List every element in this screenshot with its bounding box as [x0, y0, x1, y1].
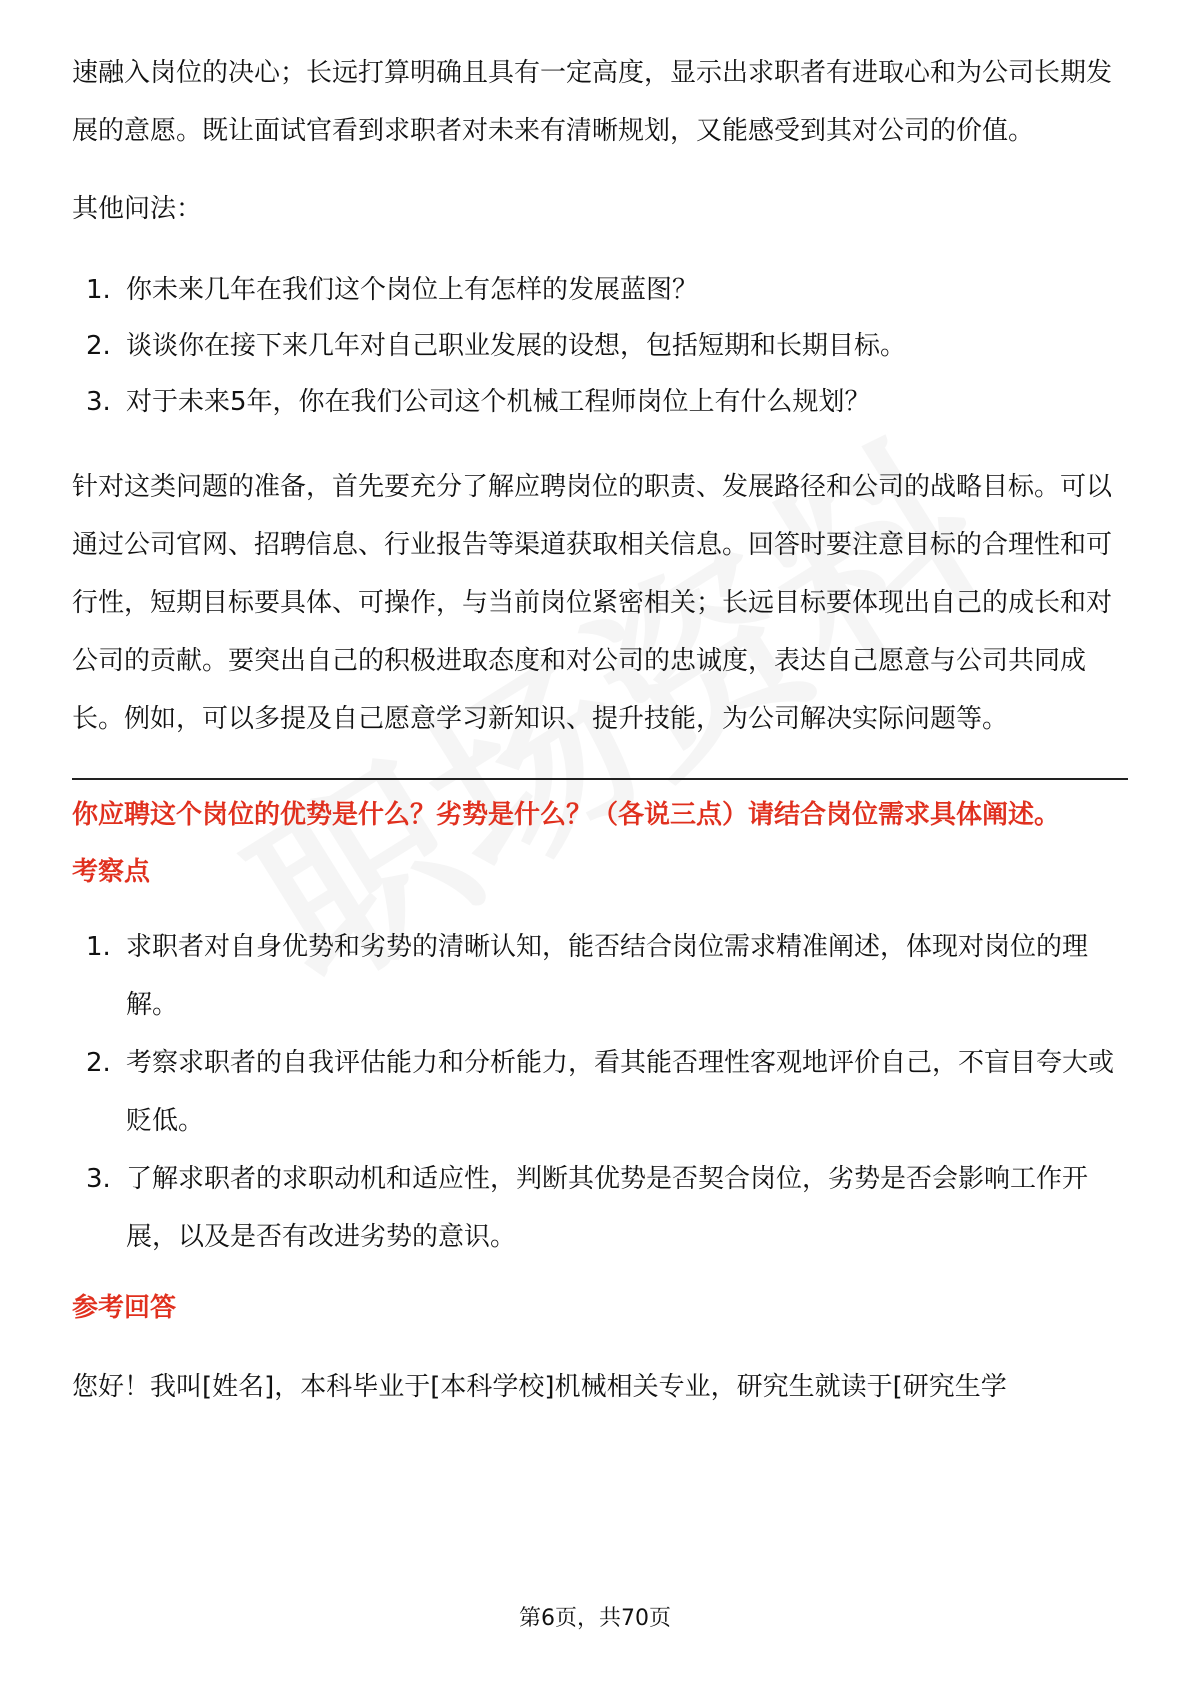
list-number: 3. [86, 387, 111, 417]
prep-paragraph: 针对这类问题的准备，首先要充分了解应聘岗位的职责、发展路径和公司的战略目标。可以通过公司官网、招聘信息、行业报告等渠道获取相关信息。回答时要注意目标的合理性和可行性，短期目标要具体、可操作，与当前岗位紧密相关；长远目标要体现出自己的成长和对公司的贡献。要突出自己的积极进取态度和对公司的忠诚度，表达自己愿意与公司共同成长。例如，可以多提及自己愿意学习新知识、提升技能，为公司解决实际问题等。 [72, 472, 1113, 734]
list-number: 3. [86, 1164, 111, 1194]
list-text: 对于未来5年，你在我们公司这个机械工程师岗位上有什么规划？ [126, 387, 871, 417]
list-text: 谈谈你在接下来几年对自己职业发展的设想，包括短期和长期目标。 [126, 331, 907, 361]
section-divider [72, 778, 1128, 780]
list-text: 考察求职者的自我评估能力和分析能力，看其能否理性客观地评价自己，不盲目夸大或贬低。 [126, 1048, 1115, 1136]
list-number: 2. [86, 331, 111, 361]
reference-heading: 参考回答 [72, 1293, 177, 1323]
list-item [72, 1150, 1128, 1266]
list-item [72, 1034, 1128, 1150]
page-footer: 第6页，共70页 [519, 1606, 671, 1631]
list-text: 求职者对自身优势和劣势的清晰认知，能否结合岗位需求精准阐述，体现对岗位的理解。 [126, 932, 1089, 1020]
list-number: 1. [86, 275, 111, 305]
list-item [72, 318, 1128, 374]
list-number: 1. [86, 932, 111, 962]
other-asks-label: 其他问法： [72, 194, 203, 224]
list-number: 2. [86, 1048, 111, 1078]
assessment-heading: 考察点 [72, 857, 151, 887]
intro-paragraph: 速融入岗位的决心；长远打算明确且具有一定高度，显示出求职者有进取心和为公司长期发展的意愿。既让面试官看到求职者对未来有清晰规划，又能感受到其对公司的价值。 [72, 58, 1113, 146]
list-text: 你未来几年在我们这个岗位上有怎样的发展蓝图？ [126, 275, 699, 305]
list-item [72, 374, 1128, 430]
list-item [72, 918, 1128, 1034]
assessment-list [72, 918, 1128, 1266]
list-item [72, 262, 1128, 318]
list-text: 了解求职者的求职动机和适应性，判断其优势是否契合岗位，劣势是否会影响工作开展，以及是否有改进劣势的意识。 [126, 1164, 1089, 1252]
interview-question: 你应聘这个岗位的优势是什么？劣势是什么？（各说三点）请结合岗位需求具体阐述。 [72, 800, 1061, 830]
other-asks-list [72, 262, 1128, 430]
page-content [72, 44, 1128, 1416]
answer-paragraph: 您好！我叫[姓名]，本科毕业于[本科学校]机械相关专业，研究生就读于[研究生学 [72, 1372, 1007, 1402]
